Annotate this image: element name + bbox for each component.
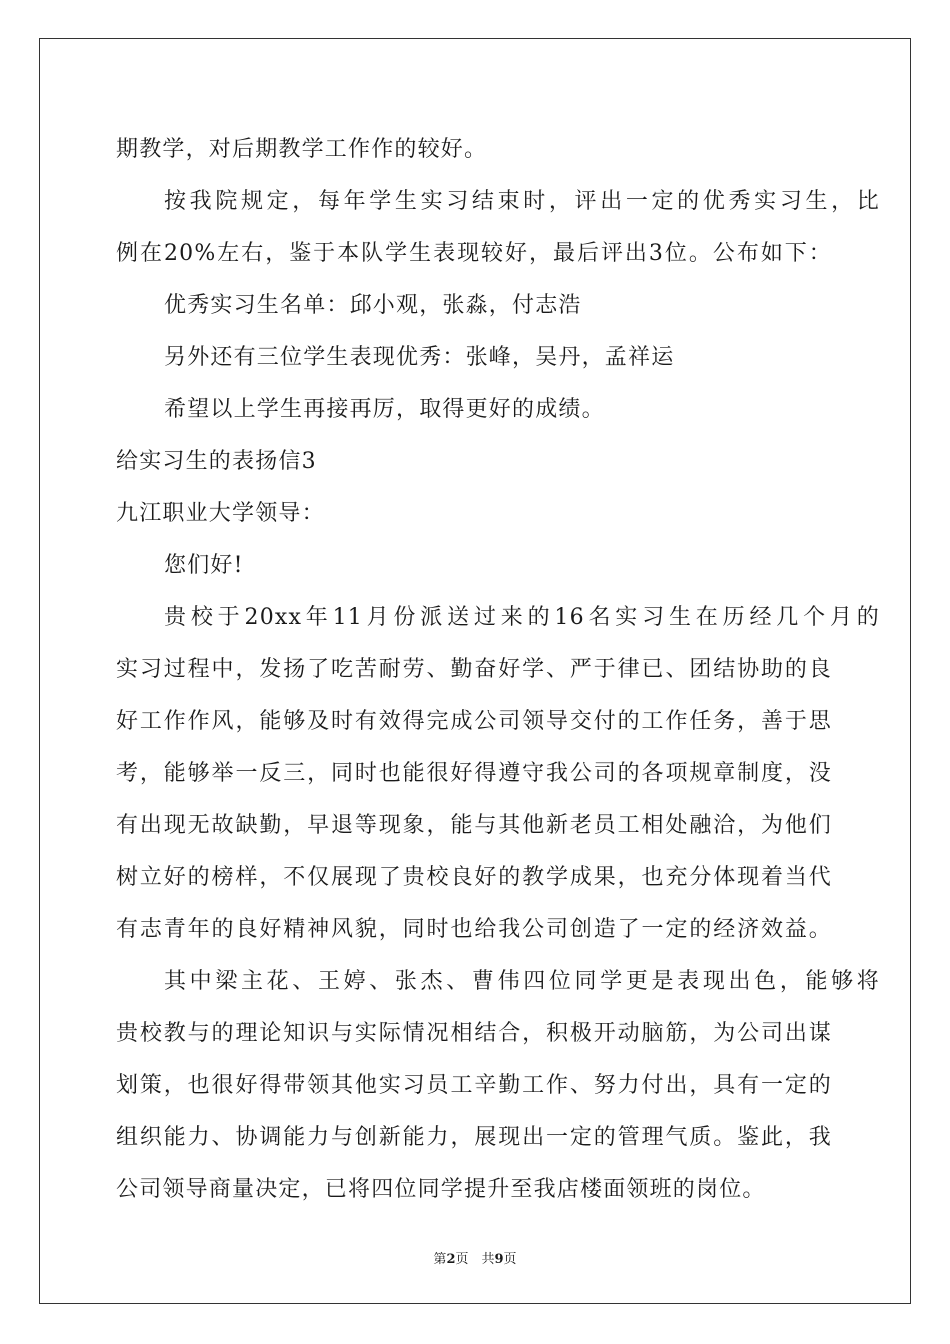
page-number-current: 2	[446, 1252, 456, 1267]
page-number-mid: 页 共	[455, 1252, 495, 1267]
paragraph-line: 其中梁主花、王婷、张杰、曹伟四位同学更是表现出色，能够将	[164, 969, 880, 994]
section-heading: 给实习生的表扬信3	[116, 449, 317, 474]
paragraph-line: 按我院规定，每年学生实习结束时，评出一定的优秀实习生，比	[164, 189, 880, 214]
paragraph-line: 树立好的榜样，不仅展现了贵校良好的教学成果，也充分体现着当代	[116, 865, 832, 890]
paragraph-line: 有志青年的良好精神风貌，同时也给我公司创造了一定的经济效益。	[116, 917, 832, 942]
paragraph-line: 划策，也很好得带领其他实习员工辛勤工作、努力付出，具有一定的	[116, 1073, 832, 1098]
greeting: 您们好!	[164, 553, 244, 578]
page-number-prefix: 第	[433, 1252, 447, 1267]
page-number-total: 9	[494, 1252, 504, 1267]
paragraph-line: 实习过程中，发扬了吃苦耐劳、勤奋好学、严于律已、团结协助的良	[116, 657, 832, 682]
paragraph-line: 贵校教与的理论知识与实际情况相结合，积极开动脑筋，为公司出谋	[116, 1021, 832, 1046]
paragraph-line: 期教学，对后期教学工作作的较好。	[116, 137, 488, 162]
paragraph-line: 有出现无故缺勤，早退等现象，能与其他新老员工相处融洽，为他们	[116, 813, 832, 838]
paragraph-line: 好工作作风，能够及时有效得完成公司领导交付的工作任务，善于思	[116, 709, 832, 734]
paragraph-line: 组织能力、协调能力与创新能力，展现出一定的管理气质。鉴此，我	[116, 1125, 832, 1150]
page-number-suffix: 页	[503, 1252, 517, 1267]
paragraph-line: 例在20%左右，鉴于本队学生表现较好，最后评出3位。公布如下：	[116, 241, 832, 266]
paragraph-line: 希望以上学生再接再厉，取得更好的成绩。	[164, 397, 605, 422]
salutation: 九江职业大学领导：	[116, 501, 325, 526]
paragraph-line: 贵校于20xx年11月份派送过来的16名实习生在历经几个月的	[164, 605, 880, 630]
document-body	[116, 124, 880, 1216]
paragraph-line: 公司领导商量决定，已将四位同学提升至我店楼面领班的岗位。	[116, 1177, 766, 1202]
paragraph-line: 另外还有三位学生表现优秀：张峰，吴丹，孟祥运	[164, 345, 675, 370]
page-footer	[0, 1248, 950, 1267]
paragraph-line: 优秀实习生名单：邱小观，张淼，付志浩	[164, 293, 582, 318]
paragraph-line: 考，能够举一反三，同时也能很好得遵守我公司的各项规章制度，没	[116, 761, 832, 786]
